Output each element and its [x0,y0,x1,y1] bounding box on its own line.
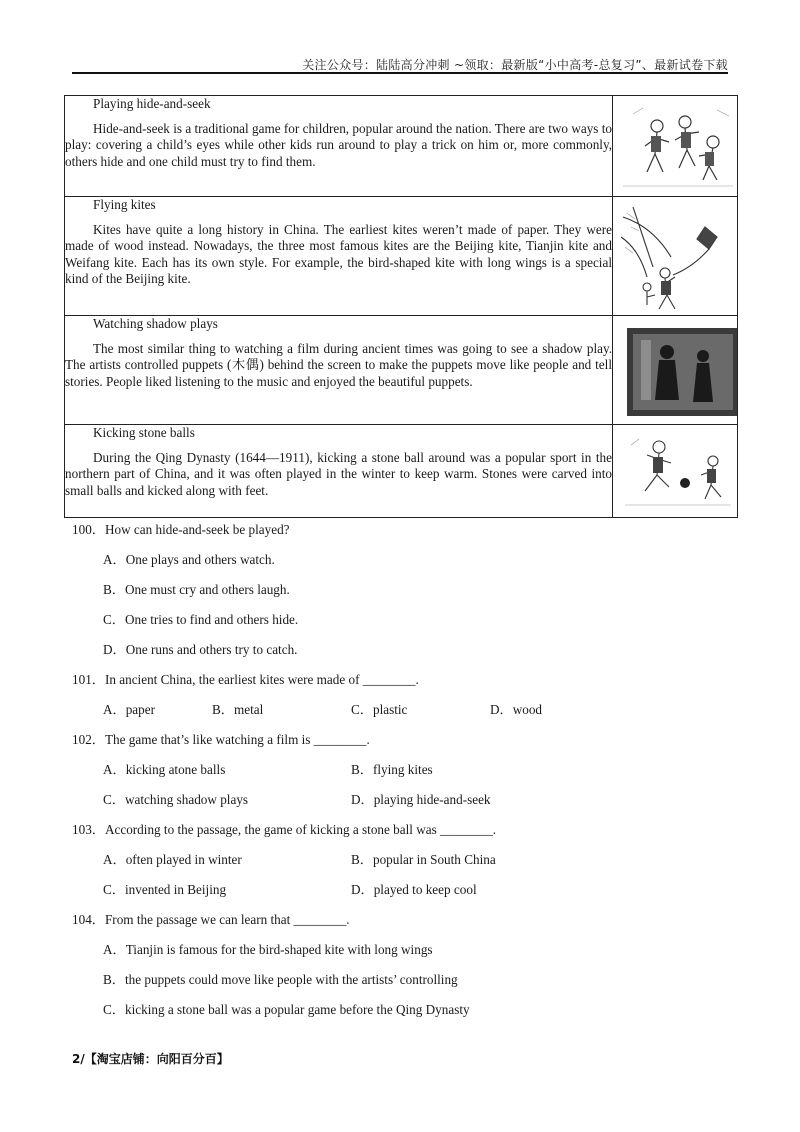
question-101-stem: 101．In ancient China, the earliest kites were made of ________. [72,672,419,687]
passage-image-cell [613,425,738,518]
passage-row-shadow-plays [65,316,738,425]
question-100-option-d: D．One runs and others try to catch. [103,642,298,657]
passage-text-cell [65,425,613,518]
flying-kites-illustration [613,197,737,315]
question-101-option-b: B．metal [212,702,264,717]
passage-title: Watching shadow plays [93,316,218,331]
question-103-options-row-1 [72,850,732,880]
passage-title: Playing hide-and-seek [93,96,211,111]
question-102-options-row-1 [72,760,732,790]
passage-table [64,95,738,518]
question-103-option-a: A．often played in winter [103,852,242,867]
page-header: 关注公众号：陆陆高分冲刺 ~领取：最新版“小中高考-总复习”、最新试卷下载 [302,58,728,72]
question-102-option-b: B．flying kites [351,762,433,777]
question-102-stem: 102．The game that’s like watching a film is ________. [72,732,370,747]
passage-text-cell [65,96,613,197]
passage-title: Kicking stone balls [93,425,195,440]
question-102-option-c: C．watching shadow plays [103,792,249,807]
question-103-option-c: C．invented in Beijing [103,882,227,897]
passage-image-cell [613,96,738,197]
passage-text-cell [65,197,613,316]
kicking-stone-ball-illustration [613,425,737,517]
question-102-options-row-2 [72,790,732,820]
question-100-option-a: A．One plays and others watch. [103,552,275,567]
header-rule [72,72,728,74]
question-103-options-row-2 [72,880,732,910]
question-100-stem: 100．How can hide-and-seek be played? [72,522,290,537]
question-100-option-b: B．One must cry and others laugh. [103,582,290,597]
question-100-option-c: C．One tries to find and others hide. [103,612,299,627]
passage-row-stone-balls [65,425,738,518]
passage-image-cell [613,316,738,425]
question-103-stem: 103．According to the passage, the game of kicking a stone ball was ________. [72,822,497,837]
question-102-option-a: A．kicking atone balls [103,762,226,777]
passage-body: During the Qing Dynasty (1644—1911), kicking a stone ball around was a popular sport in the northern part of China, and it was often played in the winter to keep warm. Stones were carved into small balls and kicked along with feet. [65,449,612,498]
question-101-option-a: A．paper [103,702,155,717]
passage-row-flying-kites [65,197,738,316]
question-103-option-d: D．played to keep cool [351,882,477,897]
shadow-play-photo [613,316,737,424]
passage-body: The most similar thing to watching a film during ancient times was going to see a shadow play. The artists controlled puppets (木偶) behind the screen to make the puppets move like people and tell stories. People liked listening to the music and enjoyed the beautiful puppets. [65,340,612,389]
passage-body: Kites have quite a long history in China. The earliest kites weren’t made of paper. They were made of wood instead. Nowadays, the three most famous kites are the Beijing kite, Tianjin kite and Weifang kite. Each has its own style. For example, the bird-shaped kite with long wings is a special kind of the Beijing kite. [65,221,612,287]
question-101-options [72,700,732,730]
question-104-stem: 104．From the passage we can learn that ________. [72,912,350,927]
question-104-option-b: B．the puppets could move like people with the artists’ controlling [103,972,458,987]
question-103-option-b: B．popular in South China [351,852,496,867]
passage-image-cell [613,197,738,316]
page-footer: 2/【淘宝店铺：向阳百分百】 [72,1052,229,1066]
passage-body: Hide-and-seek is a traditional game for children, popular around the nation. There are two ways to play: covering a child’s eyes while other kids run around to play a trick on him or, more commonly, others hide and one child must try to find them. [65,120,612,169]
question-102-option-d: D．playing hide-and-seek [351,792,491,807]
question-101-option-c: C．plastic [351,702,408,717]
passage-row-hide-and-seek [65,96,738,197]
hide-and-seek-illustration [613,96,737,196]
question-101-option-d: D．wood [490,702,543,717]
passage-text-cell [65,316,613,425]
question-104-option-a: A．Tianjin is famous for the bird-shaped kite with long wings [103,942,433,957]
question-104-option-c: C．kicking a stone ball was a popular game before the Qing Dynasty [103,1002,470,1017]
passage-title: Flying kites [93,197,156,212]
questions-section [72,520,732,1030]
